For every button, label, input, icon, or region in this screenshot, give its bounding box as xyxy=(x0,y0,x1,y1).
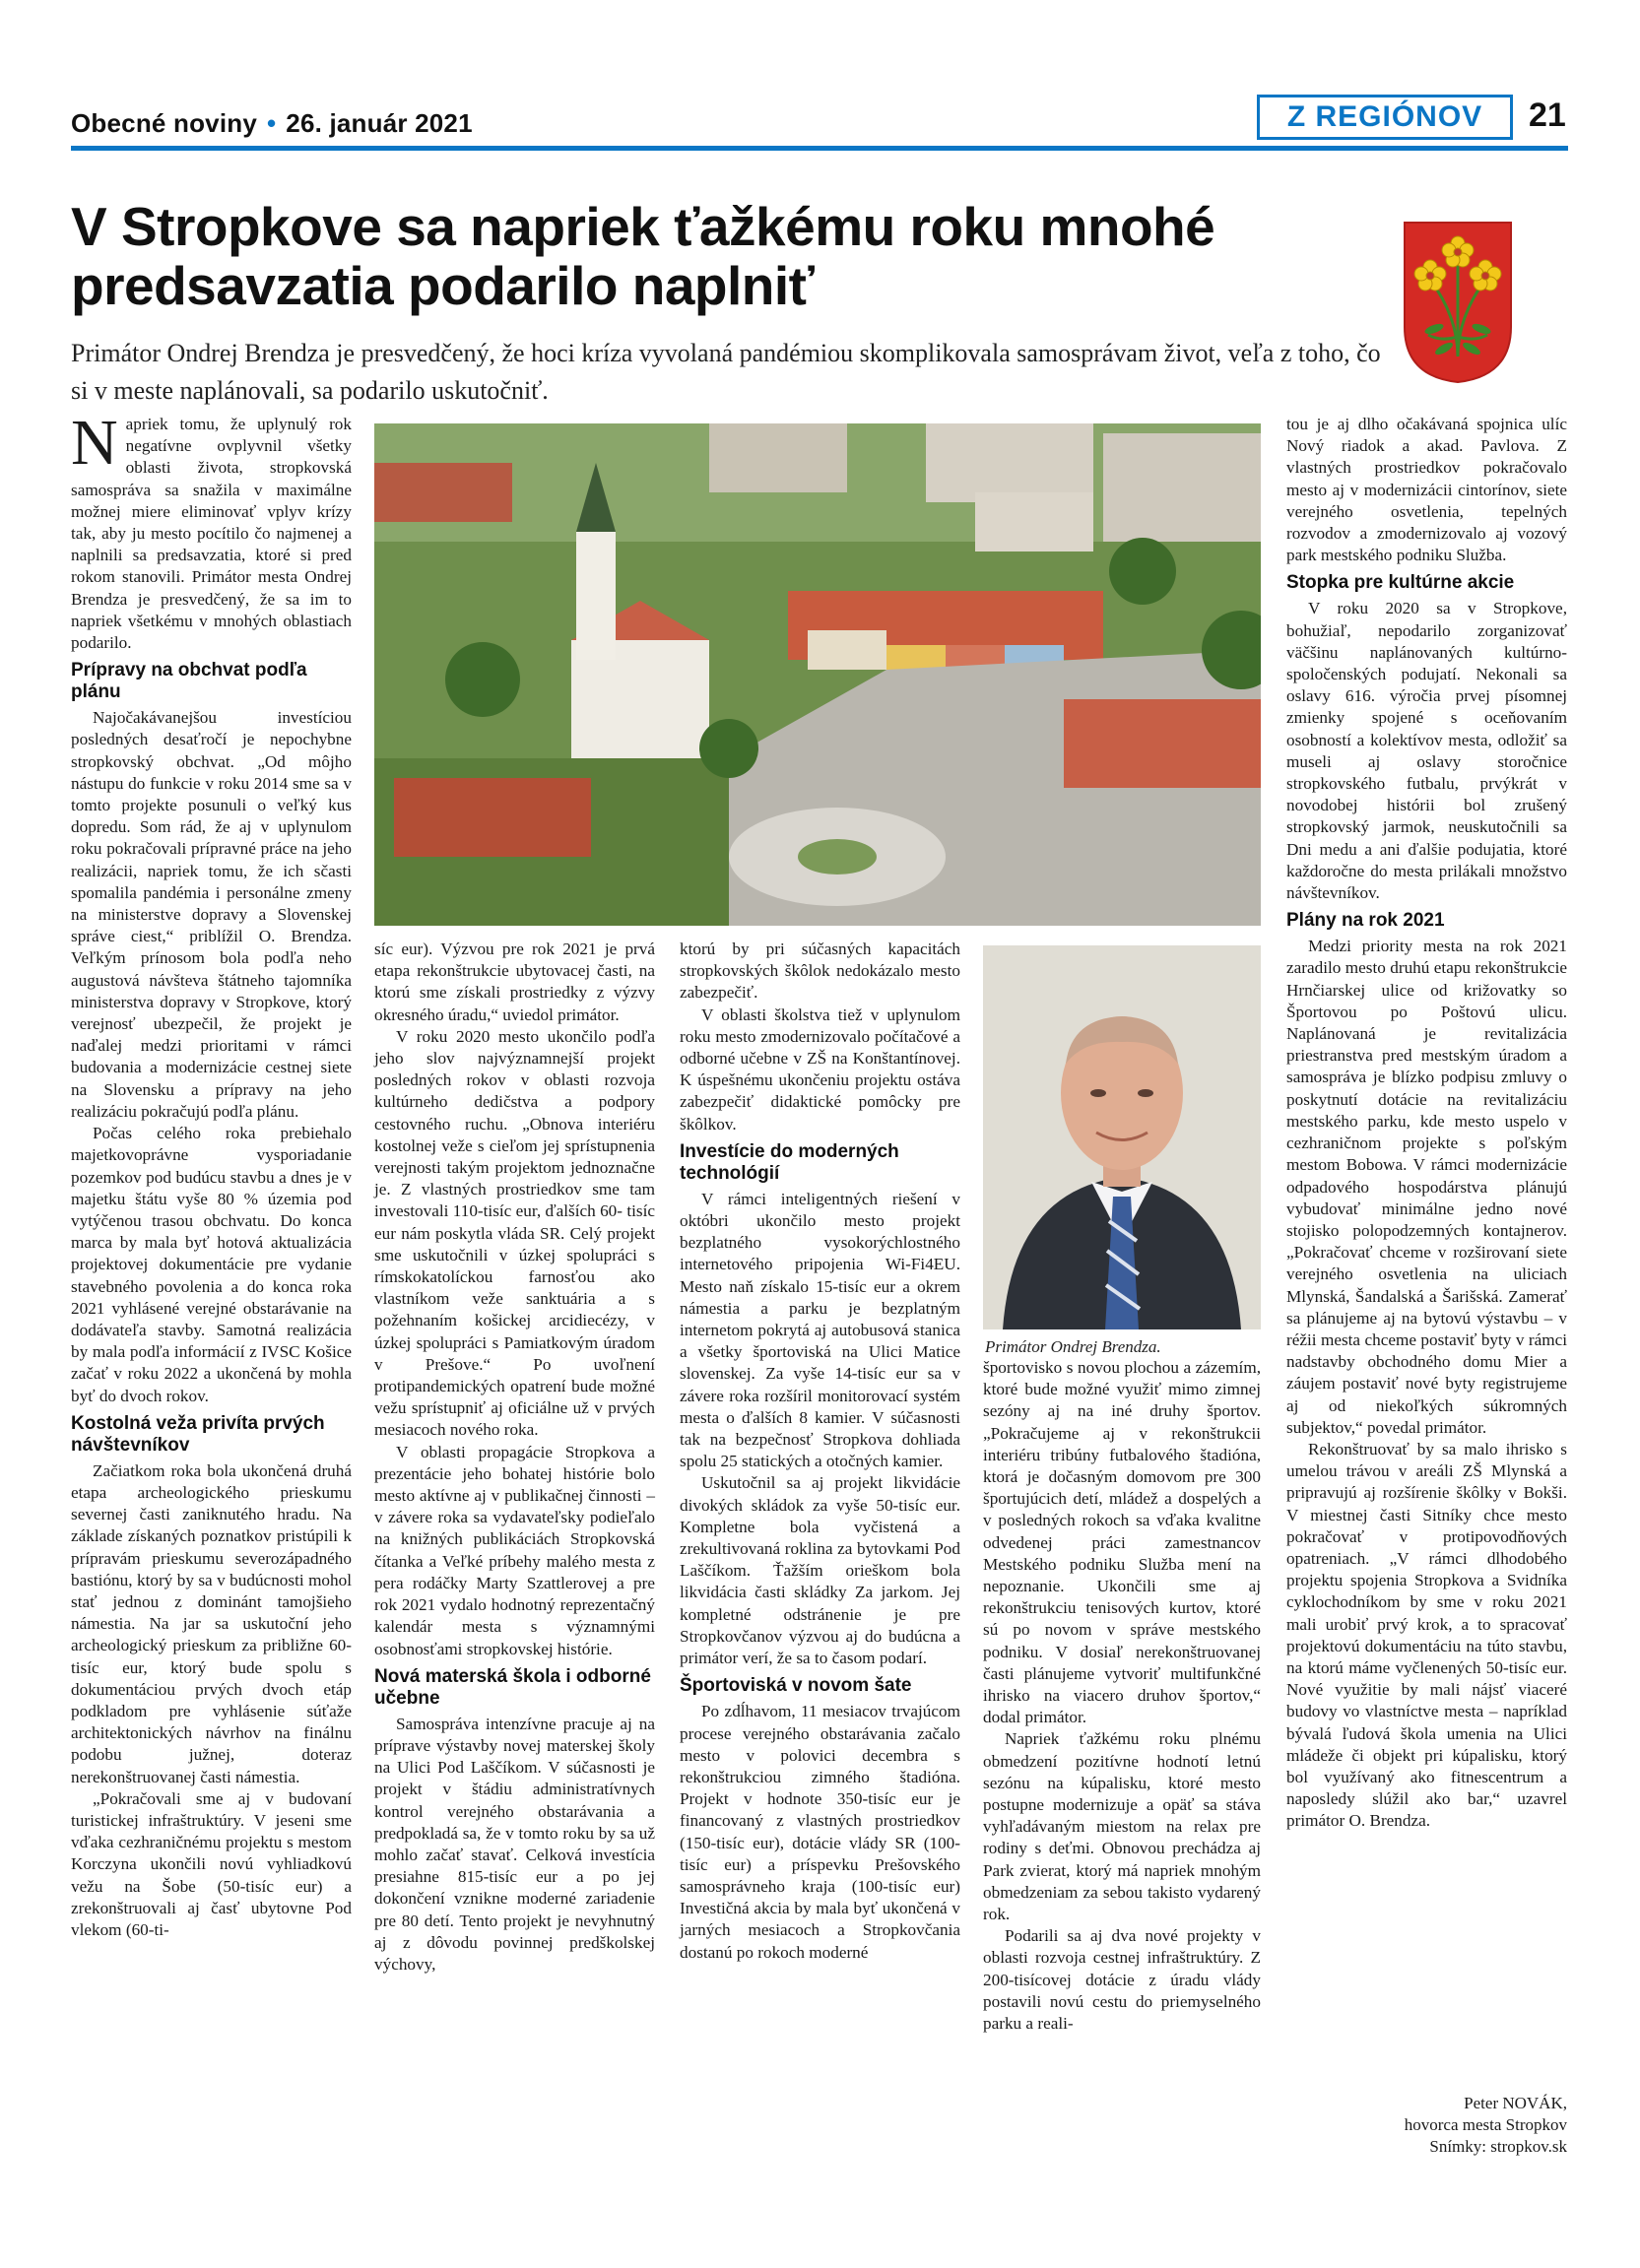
paragraph: Medzi priority mesta na rok 2021 zaradilo mesto druhú etapu rekonštrukcie Hrnčiarskej ulice od križovatky so Športovou po Poštovú ulicu. Naplánovaná je revitalizácia priestranstva pred mestským úradom a samospráva je blízko podpisu zmluvy o poskytnutí dotácie na revitalizáciu mestského parku, kde mesto uspelo v cezhraničnom projekte s poľským mestom Bobowa. V rámci modernizácie odpadového hospodárstva plánujú vybudovať minimálne jedno nové stojisko polopodzemných kontajnerov. „Pokračovať chceme v rozširovaní siete verejného osvetlenia na uliciach Mlynská, Šandalská a Šarišská. Zamerať sa plánujeme aj na bytovú výstavbu – v réžii mesta chceme postaviť byty v rámci nadstavby obchodného domu Mier a záujem postaviť nové byty registrujeme aj od niekoľkých súkromných subjektov,“ povedal primátor. xyxy=(1286,937,1567,1437)
photo-caption: Primátor Ondrej Brendza. xyxy=(985,1337,1161,1356)
lead-paragraph: Primátor Ondrej Brendza je presvedčený, že hoci kríza vyvolaná pandémiou skomplikovala samosprávam život, veľa z toho, čo si v meste naplánovali, sa podarilo uskutočniť. xyxy=(71,339,1381,405)
subheading: Kostolná veža privíta prvých návštevníkov xyxy=(71,1412,325,1456)
paragraph: „Pokračovali sme aj v budovaní turistickej infraštruktúry. V jeseni sme vďaka cezhraničnému projektu s mestom Korczyna ukončili novú vyhliadkovú vežu na Šobe (50-tisíc eur) a zrekonštruovali aj časť ubytovne Pod vlekom (60-ti- xyxy=(71,1788,352,1939)
masthead xyxy=(71,108,473,139)
subheading: Investície do moderných technológií xyxy=(680,1140,899,1184)
paragraph: Najočakávanejšou investíciou posledných desaťročí je nepochybne stropkovský obchvat. „Od môjho nástupu do funkcie v roku 2014 sme sa v tomto projekte posunuli o veľký kus dopredu. Som rád, že aj v uplynulom roku pokračovali prípravné práce na jeho realizácii, napriek tomu, že ich sčasti spomalila pandémia i personálne zmeny na ministerstve dopravy a Slovenskej správe ciest,“ priblížil O. Brendza. Veľkým prínosom bola podľa neho augustová návšteva štátneho tajomníka ministerstva dopravy v Stropkove, ktorý verejnosť ubezpečil, že projekt je naďalej medzi prioritami v rámci budovania a modernizácie cestnej siete na Slovensku a prípravy na jeho realizáciu pokračujú podľa plánu. xyxy=(71,708,352,1121)
author-name: Peter NOVÁK, xyxy=(1464,2094,1567,2112)
paragraph: Samospráva intenzívne pracuje aj na príprave výstavby novej materskej školy na Ulici Pod Laščíkom. V súčasnosti je projekt v štádiu administratívnych kontrol verejného obstarávania a predpokladá sa, že v tomto roku by sa už mohlo začať stavať. Celková investícia presiahne 815-tisíc eur a po jej dokončení vznikne moderné zariadenie pre 80 detí. Tento projekt je nevyhnutný aj z dôvodu povinnej predškolskej výchovy, xyxy=(374,1714,655,1974)
issue-date: 26. január 2021 xyxy=(286,108,473,138)
paragraph: V oblasti školstva tiež v uplynulom roku mesto zmodernizovalo počítačové a odborné učebne v ZŠ na Konštantínovej. K úspešnému ukončeniu projektu ostáva zabezpečiť didaktické pomôcky pre škôlkov. xyxy=(680,1004,960,1134)
photo-credit: Snímky: stropkov.sk xyxy=(1429,2137,1567,2156)
paragraph: Po zdĺhavom, 11 mesiacov trvajúcom procese verejného obstarávania začalo mesto v polovici decembra s rekonštrukciou zimného štadióna. Projekt v hodnote 350-tisíc eur je financovaný z vlastných prostriedkov (150-tisíc eur), dotácie vlády SR (100-tisíc eur) a príspevku Prešovského samosprávneho kraja (100-tisíc eur) Investičná akcia by mala byť ukončená v jarných mesiacoch a Stropkovčania dostanú po rokoch moderné xyxy=(680,1702,960,1962)
portrait-photo-ondrej-brendza xyxy=(983,945,1261,1329)
column-3 xyxy=(680,939,960,1964)
paragraph: V rámci inteligentných riešení v októbri ukončilo mesto projekt bezplatného vysokorýchlostného internetového pripojenia Wi-Fi4EU. Mesto naň získalo 15-tisíc eur a okrem námestia a parku je bezplatným internetom pokrytá aj autobusová stanica a všetky športoviská na Ulici Matice slovenskej. Za vyše 14-tisíc eur sa v závere roka rozšíril monitorovací systém mesta o ďalších 8 kamier. V súčasnosti tak na bezpečnosť Stropkova dohliada spolu 25 statických a otočných kamier. xyxy=(680,1189,960,1471)
intro-paragraph: apriek tomu, že uplynulý rok negatívne ovplyvnil všetky oblasti života, stropkovská samospráva sa snažila v maximálne možnej miere eliminovať vplyv krízy tak, aby ju mesto pocítilo čo najmenej a naplnili sa predsavzatia, ktoré si pred rokom stanovili. Primátor mesta Ondrej Brendza je presvedčený, že sa im to napriek všetkému v mnohých oblastiach podarilo. xyxy=(71,415,352,653)
paragraph: Uskutočnil sa aj projekt likvidácie divokých skládok za vyše 50-tisíc eur. Kompletne bola vyčistená a zrekultivovaná roklina za bytovkami Pod Laščíkom. Ťažším orieškom bola likvidácia časti skládky Za jarkom. Jej kompletné odstránenie je pre Stropkovčanov výzvou aj do budúcna a primátor verí, že sa to časom podarí. xyxy=(680,1473,960,1668)
paragraph: Začiatkom roka bola ukončená druhá etapa archeologického prieskumu severnej časti zaniknutého hradu. Na základe získaných poznatkov pristúpili k prípravám prieskumu severozápadného bastiónu, ktorý by sa v budúcnosti mohol stať jednou z dominánt tamojšieho námestia. Na jar sa uskutoční jeho archeologický prieskum za približne 60-tisíc eur, ktorý bude spolu s dokumentáciou prvých dvoch etáp podkladom pre vyhlásenie súťaže architektonických návrhov na finálnu podobu južnej, doteraz nerekonštruovanej časti námestia. xyxy=(71,1460,352,1786)
header-rule xyxy=(71,146,1568,151)
paragraph: V roku 2020 sa v Stropkove, bohužiaľ, nepodarilo zorganizovať väčšinu naplánovaných kultúrno-spoločenských podujatí. Nekonali sa oslavy 616. výročia prvej písomnej zmienky spojené s oceňovaním osobností a kolektívov mesta, odložiť sa museli aj oslavy storočnice stropkovského futbalu, prvýkrát v novodobej histórii bol zrušený stropkovský jarmok, neuskutočnili sa Dni medu a ani ďalšie podujatia, ktoré každoročne do mesta prilákali množstvo návštevníkov. xyxy=(1286,599,1567,903)
column-5 xyxy=(1286,414,1567,1833)
subheading: Prípravy na obchvat podľa plánu xyxy=(71,660,307,703)
column-4 xyxy=(983,1357,1261,2035)
paragraph: Rekonštruovať by sa malo ihrisko s umelou trávou v areáli ZŠ Mlynská a pripravujú aj rozšírenie škôlky v Bokši. V miestnej časti Sitníky chce mesto pokračovať v protipovodňových opatreniach. „V rámci dlhodobého projektu spojenia Stropkova a Svidníka cyklochodníkom by sme v roku 2021 mali urobiť prvý krok, a to spracovať projektovú dokumentáciu na túto stavbu, na ktorú máme vyčlenených 50-tisíc eur. Nové využitie by mali nájsť viaceré budovy vo vlastníctve mesta – napríklad bývalá ľudová škola umenia na Ulici mládeže či objekt pri kúpalisku, ktorý bol využívaný ako fitnescentrum a naposledy slúžil ako bar,“ uzavrel primátor O. Brendza. xyxy=(1286,1439,1567,1831)
subheading: Plány na rok 2021 xyxy=(1286,910,1445,932)
column-1 xyxy=(71,407,352,1941)
subheading: Stopka pre kultúrne akcie xyxy=(1286,572,1515,594)
paragraph: Podarili sa aj dva nové projekty v oblasti rozvoja cestnej infraštruktúry. Z 200-tisícovej dotácie z úradu vlády postavili novú cestu do priemyselného parku a reali- xyxy=(983,1926,1261,2034)
paragraph: V roku 2020 mesto ukončilo podľa jeho slov najvýznamnejší projekt posledných rokov v oblasti rozvoja kultúrneho dedičstva a podpory cestovného ruchu. „Obnova interiéru kostolnej veže s cieľom jej sprístupnenia verejnosti takým projektom jednoznačne je. Z vlastných prostriedkov sme tam investovali 110-tisíc eur, ďalších 60- tisíc eur nám poskytla vláda SR. Celý projekt sme uskutočnili v úzkej spolupráci s rímskokatolíckou farnosťou ako vlastníkom veže sanktuária a s požehnaním košickej arcidiecézy, v úzkej spolupráci s Pamiatkovým úradom v Prešove.“ Po uvoľnení protipandemických opatrení bude možné vežu sprístupniť aj oficiálne už v prvých mesiacoch nového roka. xyxy=(374,1026,655,1440)
dropcap: N xyxy=(71,407,118,479)
stropkov-coat-of-arms-icon xyxy=(1401,219,1515,386)
paragraph: V oblasti propagácie Stropkova a prezentácie jeho bohatej histórie bolo mesto aktívne aj v publikačnej činnosti – v závere roka sa vydavateľsky podieľalo na knižných publikáciách Stropkovská čítanka a Veľké príbehy malého mesta z pera rodáčky Marty Szattlerovej a pre rok 2021 vydalo hodnotný reprezentačný kalendár mesta s významnými osobnosťami stropkovskej histórie. xyxy=(374,1442,655,1658)
paragraph: síc eur). Výzvou pre rok 2021 je prvá etapa rekonštrukcie ubytovacej časti, na ktorú sme získali prostriedky z výzvy okresného úradu,“ uviedol primátor. xyxy=(374,940,655,1024)
subheading: Nová materská škola i odborné učebne xyxy=(374,1665,651,1709)
paragraph: tou je aj dlho očakávaná spojnica ulíc Nový riadok a akad. Pavlova. Z vlastných prostriedkov pokračovalo mesto aj v modernizácii cintorínov, siete verejného osvetlenia, tepelných rozvodov a zmodernizovalo aj vozový park mestského podniku Služba. xyxy=(1286,415,1567,565)
section-tag: Z REGIÓNOV xyxy=(1257,95,1513,140)
headline: V Stropkove sa napriek ťažkému roku mnohé predsavzatia podarilo naplniť xyxy=(71,196,1215,316)
author-role: hovorca mesta Stropkov xyxy=(1404,2115,1567,2134)
paragraph: Počas celého roka prebiehalo majetkovoprávne vysporiadanie pozemkov pod budúcu stavbu a dnes je v majetku štátu vyše 80 % územia pod vytýčenou trasou obchvatu. Do konca marca by mala byť hotová aktualizácia projektovej dokumentácie pre vydanie stavebného povolenia a do konca roka 2021 vyhlásené verejné obstarávanie na dodávateľa stavby. Samotná realizácia by mala podľa informácií z IVSC Košice začať v roku 2022 a ukončená by mohla byť do dvoch rokov. xyxy=(71,1124,352,1405)
byline xyxy=(1286,2093,1567,2158)
paper-name: Obecné noviny xyxy=(71,108,257,138)
aerial-photo-stropkov xyxy=(374,423,1261,926)
separator: • xyxy=(266,108,277,138)
column-2 xyxy=(374,939,655,1976)
page-number: 21 xyxy=(1529,97,1566,134)
paragraph: ktorú by pri súčasných kapacitách stropkovských škôlok nedokázalo mesto zabezpečiť. xyxy=(680,940,960,1003)
paragraph: Napriek ťažkému roku plnému obmedzení pozitívne hodnotí letnú sezónu na kúpalisku, ktoré mesto postupne modernizuje a opäť sa stáva vyhľadávaným miestom na relax pre rodiny s deťmi. Obnovou prechádza aj Park zvierat, ktorý má napriek mnohým obmedzeniam za sebou takisto vydarený rok. xyxy=(983,1729,1261,1924)
paragraph: športovisko s novou plochou a zázemím, ktoré bude možné využiť mimo zimnej sezóny aj na iné druhy športov. „Pokračujeme aj v rekonštrukcii interiéru tribúny futbalového štadióna, ktorá je dočasným domovom pre 300 športujúcich detí, mládež a dospelých a v posledných rokoch sa vďaka kvalitne odvedenej práci zamestnancov Mestského podniku Služba mení na nepoznanie. Ukončili sme aj rekonštrukciu tenisových kurtov, ktoré sú po novom v správe mestského podniku. V dosiaľ nerekonštruovanej časti plánujeme vytvoriť multifunkčné ihrisko na viacero druhov športov,“ dodal primátor. xyxy=(983,1358,1261,1727)
subheading: Športoviská v novom šate xyxy=(680,1675,912,1697)
